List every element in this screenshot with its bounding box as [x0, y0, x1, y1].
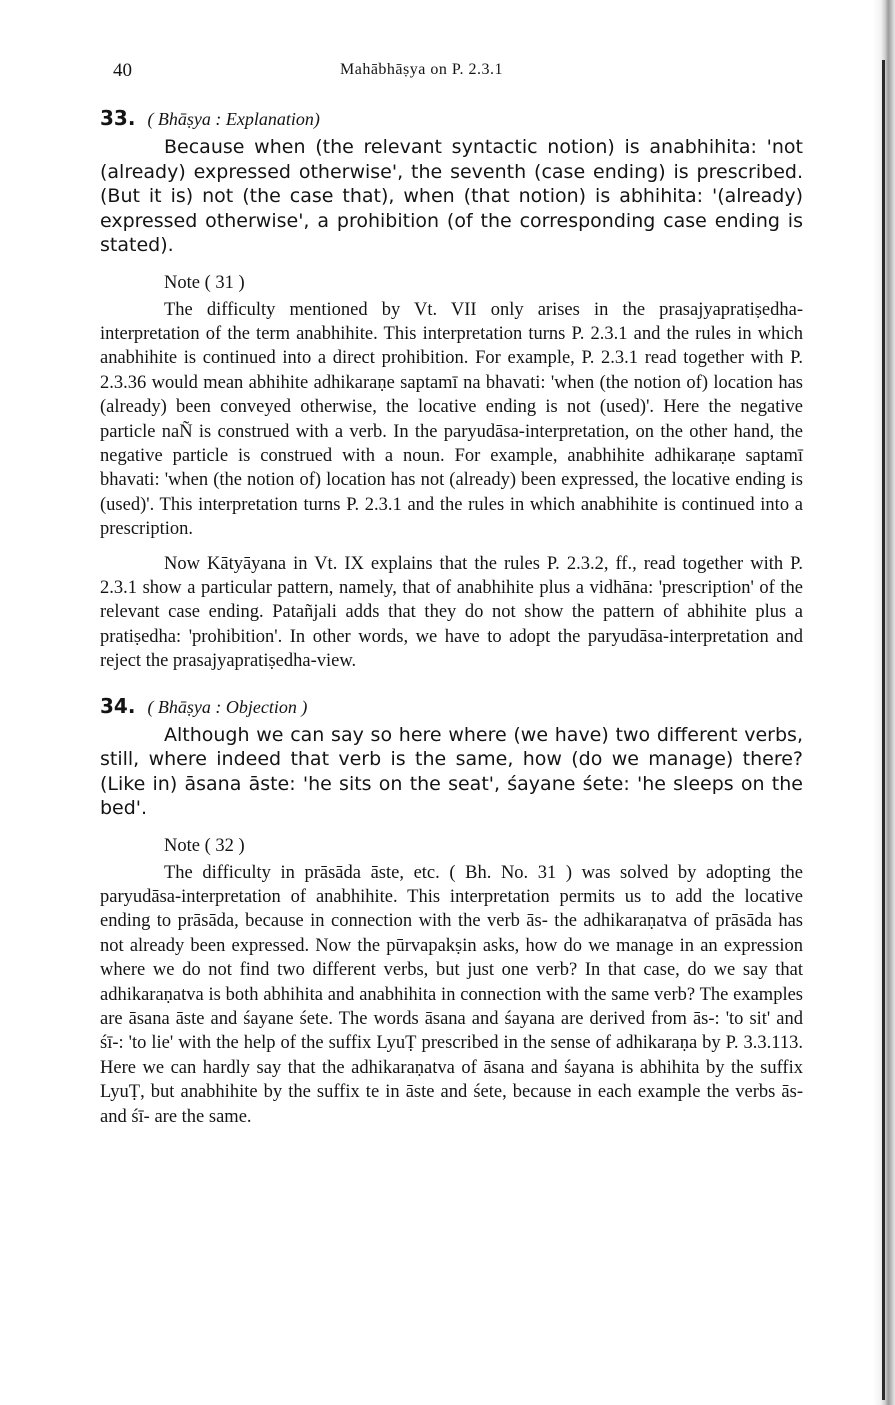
note-paragraph: Now Kātyāyana in Vt. IX explains that the rules P. 2.3.2, ff., read together with P. 2.3.1 show a particular pattern, namely, that of anabhihite plus a vidhāna: 'prescription' of the relevant case ending. Patañjali adds that they do not show the pattern of abhihite plus a pratiṣedha: 'prohibition'. In other words, we have to adopt the paryudāsa-interpretation and reject the prasajyapratiṣedha-view.: [100, 553, 803, 672]
section-34: [100, 694, 803, 1129]
note-body: [100, 861, 803, 1129]
note-label: Note ( 32 ): [164, 835, 245, 856]
note-paragraph: The difficulty in prāsāda āste, etc. ( Bh. No. 31 ) was solved by adopting the paryudāsa-interpretation of anabhihite. This interpretation permits us to add the locative ending to prāsāda, because in connection with the verb ās- the adhikaraṇatva of prāsāda has not already been expressed. Now the pūrvapakṣin asks, how do we manage in an expression where we do not find two different verbs, but just one verb? In that case, do we say that adhikaraṇatva is both abhihita and anabhihita in connection with the same verb? The examples are āsana āste and śayane śete. The words āsana and śayana are derived from ās-: 'to sit' and śī-: 'to lie' with the help of the suffix LyuṬ prescribed in the sense of adhikaraṇa by P. 3.3.113. Here we can hardly say that the adhikaraṇatva of āsana and śayana is abhihita by the suffix LyuṬ, but anabhihite by the suffix te in āste and śete, because in each example the verbs ās- and śī- are the same.: [100, 862, 803, 1127]
binding-edge-line: [882, 60, 885, 1400]
section-heading: [100, 106, 803, 131]
note-body: [100, 298, 803, 674]
bhasya-translation: [100, 135, 803, 258]
running-head: Mahābhāṣya on P. 2.3.1: [340, 61, 503, 78]
section-title: ( Bhāṣya : Objection ): [147, 696, 308, 717]
section-heading: [100, 694, 803, 719]
section-33: [100, 106, 803, 674]
section-title: ( Bhāṣya : Explanation): [147, 109, 320, 129]
section-number: 34.: [100, 693, 136, 718]
section-number: 33.: [100, 106, 136, 130]
bhasya-translation: [100, 723, 803, 821]
note-label: Note ( 31 ): [164, 272, 245, 293]
bhasya-paragraph: Although we can say so here where (we have) two different verbs, still, where indeed that verb is the same, how (do we manage) there? (Like in) āsana āste: 'he sits on the seat', śayane śete: 'he sleeps on the bed'.: [100, 723, 803, 820]
note-paragraph: The difficulty mentioned by Vt. VII only arises in the prasajyapratiṣedha-interpretation of the term anabhihite. This interpretation turns P. 2.3.1 and the rules in which anabhihite is continued into a direct prohibition. For example, P. 2.3.1 read together with P. 2.3.36 would mean abhihite adhikaraṇe saptamī na bhavati: 'when (the notion of) location has (already) been conveyed otherwise, the locative ending is not (used)'. Here the negative particle naÑ is construed with a verb. In the paryudāsa-interpretation, on the other hand, the negative particle is construed with a noun. For example, anabhihite adhikaraṇe saptamī bhavati: 'when (the notion of) location has not (already) been expressed, the locative ending is (used)'. This interpretation turns P. 2.3.1 and the rules in which anabhihite is continued into a prescription.: [100, 299, 803, 540]
page-header: [0, 60, 880, 88]
page-number: 40: [113, 60, 132, 81]
bhasya-paragraph: Because when (the relevant syntactic notion) is anabhihita: 'not (already) expressed otherwise', the seventh (case ending) is prescribed. (But it is) not (the case that), when (that notion) is abhihita: '(already) expressed otherwise', a prohibition (of the corresponding case ending is stated).: [100, 136, 803, 256]
page-body: [100, 106, 803, 1139]
